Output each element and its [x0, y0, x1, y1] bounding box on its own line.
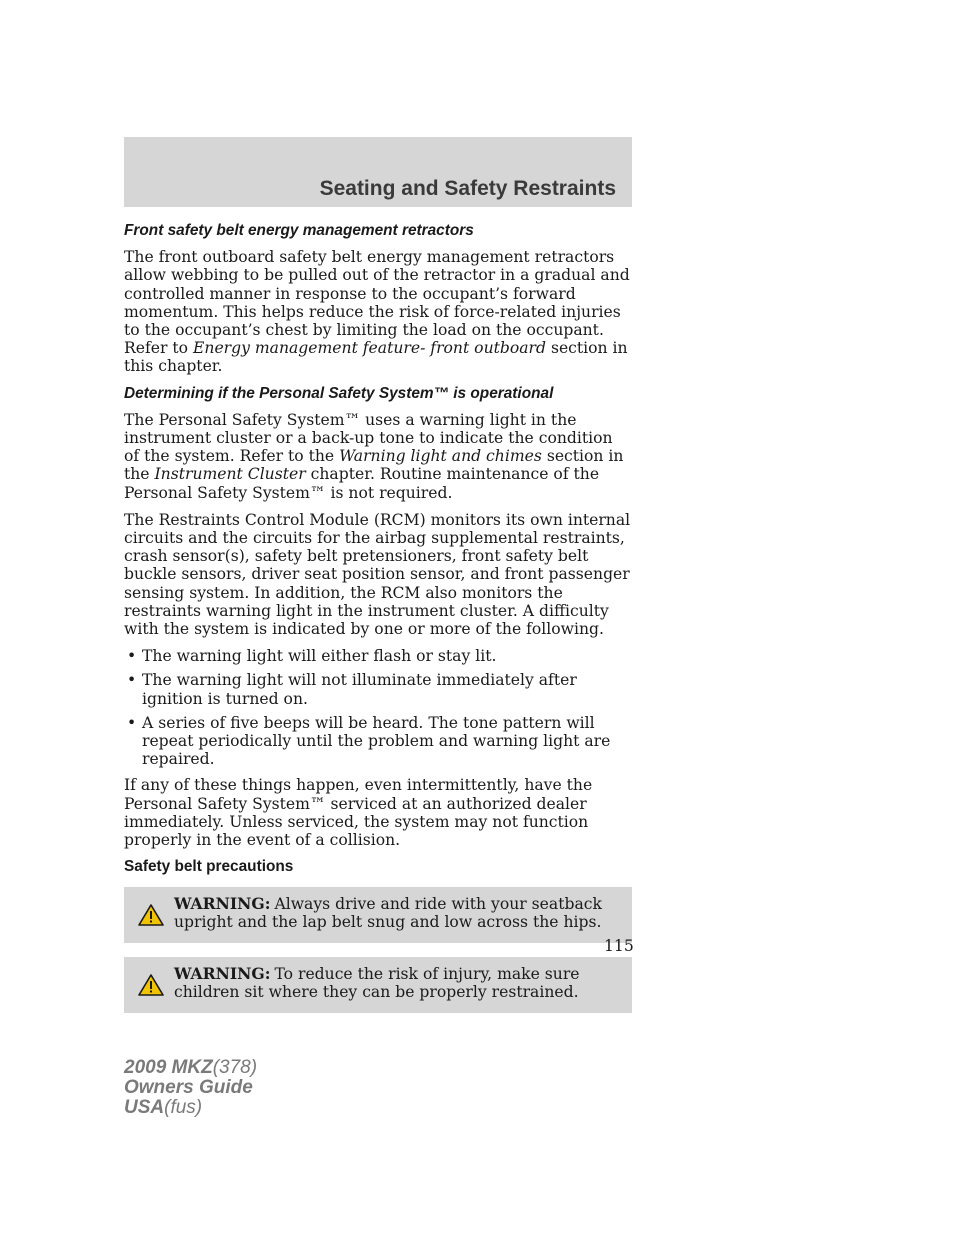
paragraph-energy-management [124, 248, 632, 375]
list-item-text: A series of five beeps will be heard. The tone pattern will repeat periodically until the problem and warning light are repaired. [142, 713, 611, 769]
warning-box [124, 887, 632, 943]
bullet-symbol: • [127, 647, 137, 666]
paragraph-text: chapter. Routine maintenance of the Personal Safety System™ is not required. [124, 465, 600, 502]
cross-reference: Warning light and chimes [339, 447, 542, 466]
warning-triangle-icon [138, 973, 164, 997]
list-item-text: The warning light will either flash or stay lit. [142, 647, 497, 666]
heading-safety-belt-precautions: Safety belt precautions [124, 858, 294, 876]
bullet-symbol: • [127, 713, 137, 732]
footer-imprint [124, 1058, 257, 1118]
paragraph-text: section in this chapter. [124, 339, 628, 376]
section-header-band [124, 137, 632, 207]
heading-pss-operational: Determining if the Personal Safety System™ is operational [124, 384, 554, 402]
list-item-text: The warning light will not illuminate immediately after ignition is turned on. [142, 671, 577, 708]
paragraph-text: section in the [124, 447, 624, 484]
footer-region: USA [124, 1097, 165, 1118]
list-item [124, 647, 632, 665]
warning-text: To reduce the risk of injury, make sure children sit where they can be properly restrained. [174, 964, 580, 1002]
warning-label: WARNING: [174, 963, 271, 983]
symptom-list [124, 647, 632, 768]
paragraph-rcm: The Restraints Control Module (RCM) monitors its own internal circuits and the circuits for the airbag supplemental restraints, crash sensor(s), safety belt pretensioners, front safety belt buckle sensors, driver seat position sensor, and front passenger sensing system. In addition, the RCM also monitors the restraints warning light in the instrument cluster. A difficulty with the system is indicated by one or more of the following. [124, 510, 631, 639]
paragraph-service: If any of these things happen, even intermittently, have the Personal Safety System™ serviced at an authorized dealer immediately. Unless serviced, the system may not function properly in the event of a collision. [124, 776, 593, 850]
heading-energy-management: Front safety belt energy management retractors [124, 222, 474, 239]
footer-model-code: (378) [212, 1057, 258, 1078]
paragraph-pss-intro [124, 411, 632, 502]
page-content [124, 220, 632, 1027]
footer-line-region [124, 1098, 257, 1118]
page-number: 115 [604, 937, 634, 955]
footer-line-model [124, 1058, 257, 1078]
warning-triangle-icon [138, 903, 164, 927]
footer-model: 2009 MKZ [124, 1057, 213, 1078]
warning-text: Always drive and ride with your seatback upright and the lap belt snug and low across the hips. [174, 894, 602, 931]
paragraph-text: The front outboard safety belt energy management retractors allow webbing to be pulled out of the retractor in a gradual and controlled manner in response to the occupant’s forward momentum. This helps reduce the risk of force-related injuries to the occupant’s chest by limiting the load on the occupant. Refer to [124, 248, 630, 358]
warning-label: WARNING: [174, 893, 271, 913]
footer-line-guide: Owners Guide [124, 1077, 253, 1098]
bullet-symbol: • [127, 671, 137, 690]
footer-region-code: (fus) [164, 1097, 203, 1118]
list-item [124, 714, 632, 769]
section-title: Seating and Safety Restraints [319, 177, 616, 200]
warning-box [124, 957, 632, 1013]
cross-reference: Energy management feature- front outboard [193, 339, 546, 358]
cross-reference: Instrument Cluster [154, 465, 306, 484]
paragraph-text: The Personal Safety System™ uses a warning light in the instrument cluster or a back-up tone to indicate the condition of the system. Refer to the [124, 410, 613, 466]
list-item [124, 671, 632, 707]
